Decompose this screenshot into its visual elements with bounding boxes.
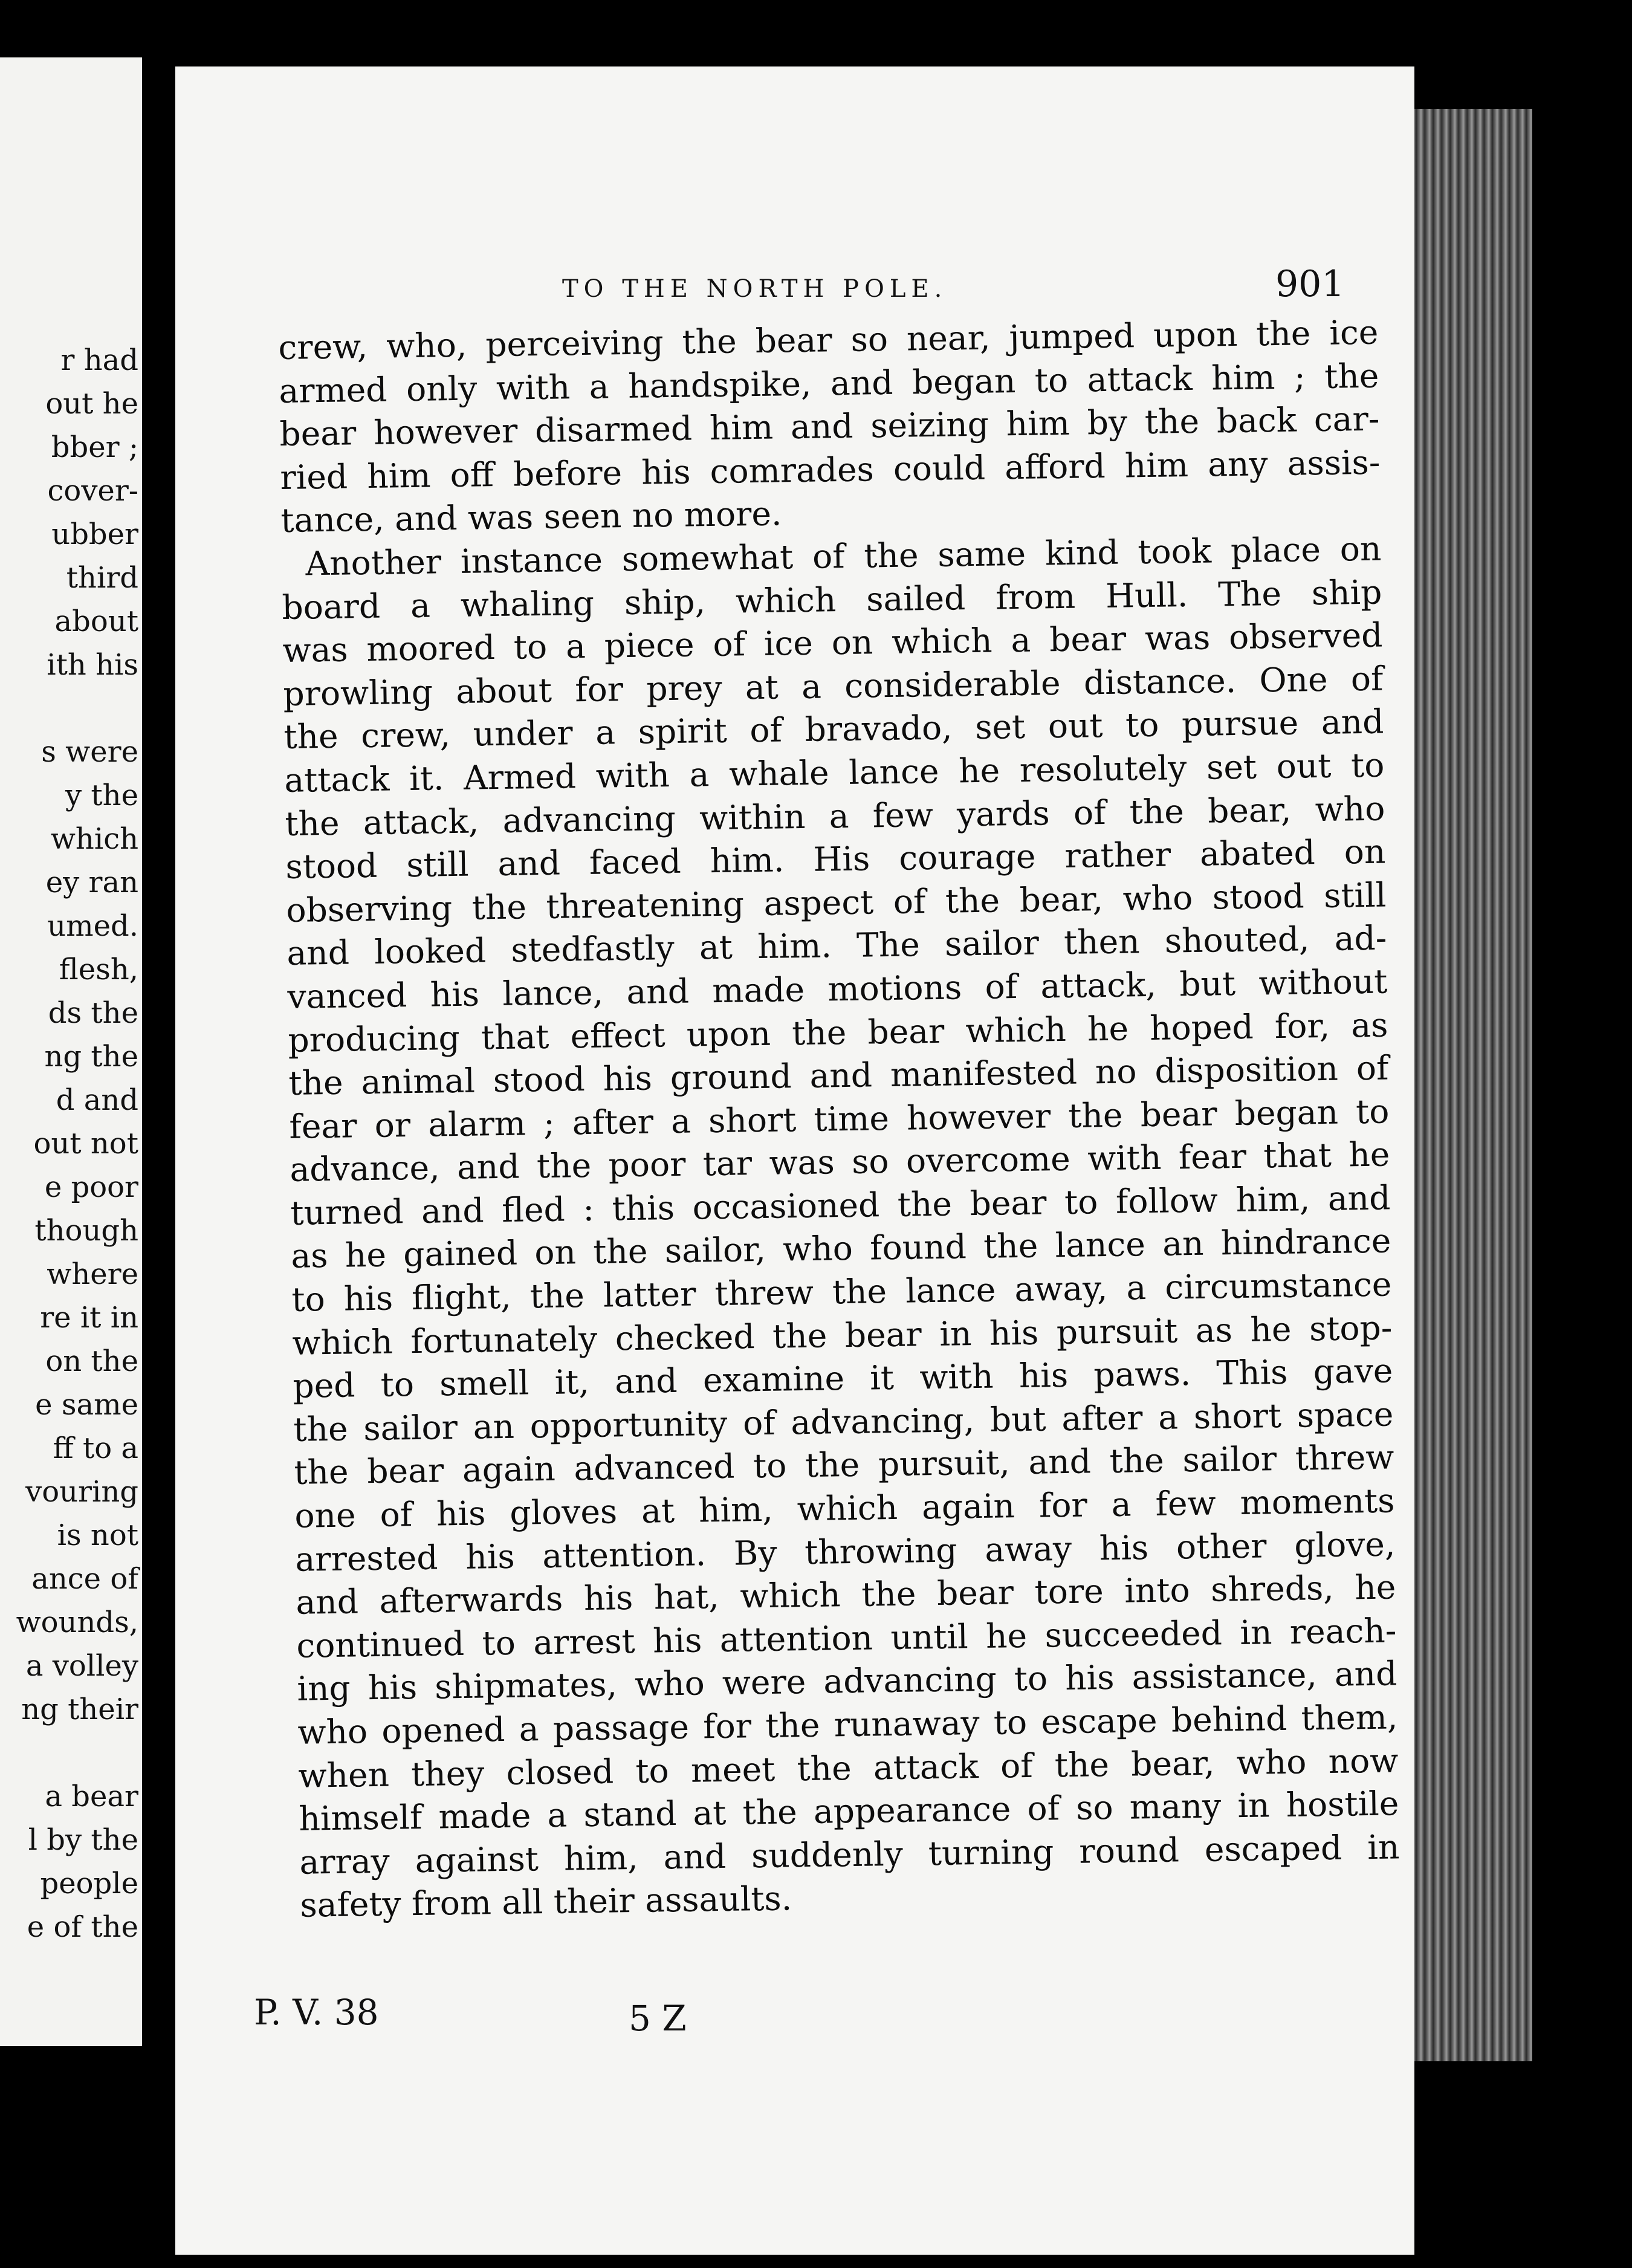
left-page-text xyxy=(16,339,138,1949)
text-line: turned and fled : this occasioned the bear to follow him, and xyxy=(290,1178,1391,1233)
left-line: ance of xyxy=(31,1562,138,1596)
text-line: prowling about for prey at a considerable distance. One of xyxy=(283,659,1384,713)
left-line: ff to a xyxy=(53,1431,138,1465)
page-number: 901 xyxy=(1275,263,1345,305)
text-line: the sailor an opportunity of advancing, but after a short space xyxy=(293,1395,1394,1449)
left-line-gap xyxy=(16,1731,138,1775)
left-line: ubber xyxy=(51,517,138,551)
text-line: himself made a stand at the appearance of so many in hostile xyxy=(299,1784,1399,1838)
left-line: umed. xyxy=(47,909,138,943)
text-line: ried him off before his comrades could afford him any assis- xyxy=(280,442,1381,497)
footer-signature: P. V. 38 xyxy=(254,1992,379,2033)
left-line: vouring xyxy=(25,1475,138,1509)
text-line: tance, and was seen no more. xyxy=(280,494,782,540)
text-line: which fortunately checked the bear in his pursuit as he stop- xyxy=(292,1308,1393,1362)
text-line: stood still and faced him. His courage rather abated on xyxy=(285,832,1386,887)
left-line: e poor xyxy=(44,1170,138,1204)
text-line: crew, who, perceiving the bear so near, jumped upon the ice xyxy=(278,313,1379,367)
left-line: ng the xyxy=(44,1040,138,1074)
text-line: array against him, and suddenly turning round escaped in xyxy=(299,1827,1400,1882)
text-line: Another instance somewhat of the same kind took place on xyxy=(305,529,1382,583)
text-line: fear or alarm ; after a short time however the bear began to xyxy=(289,1092,1390,1146)
left-line: e of the xyxy=(27,1910,138,1944)
left-line: ith his xyxy=(47,648,138,682)
text-line: attack it. Armed with a whale lance he resolutely set out to xyxy=(284,745,1385,800)
text-line: vanced his lance, and made motions of attack, but without xyxy=(287,962,1388,1016)
left-line: e same xyxy=(35,1388,138,1422)
text-line: ped to smell it, and examine it with his paws. This gave xyxy=(293,1351,1393,1406)
left-line-gap xyxy=(16,687,138,730)
text-line: the bear again advanced to the pursuit, and the sailor threw xyxy=(294,1437,1394,1492)
body-text xyxy=(278,311,1400,1928)
text-line: ing his shipmates, who were advancing to his assistance, and xyxy=(297,1654,1397,1709)
left-line: bber ; xyxy=(51,430,138,464)
left-line: which xyxy=(50,822,138,856)
text-line: armed only with a handspike, and began to attack him ; the xyxy=(279,356,1379,410)
left-line: l by the xyxy=(28,1823,138,1857)
text-line: continued to arrest his attention until he succeeded in reach- xyxy=(296,1611,1397,1665)
left-line: out not xyxy=(33,1127,138,1161)
footer-sheet-mark: 5 Z xyxy=(629,1998,687,2039)
text-line: safety from all their assaults. xyxy=(300,1879,792,1925)
left-line: third xyxy=(66,561,138,595)
left-line: r had xyxy=(60,343,138,377)
left-line: people xyxy=(40,1867,138,1900)
left-line: y the xyxy=(65,779,138,812)
text-line: bear however disarmed him and seizing him by the back car- xyxy=(279,399,1380,454)
text-line: producing that effect upon the bear which he hoped for, as xyxy=(288,1005,1388,1060)
text-line: board a whaling ship, which sailed from Hull. The ship xyxy=(282,572,1382,627)
text-line: who opened a passage for the runaway to escape behind them, xyxy=(297,1697,1398,1752)
text-line: advance, and the poor tar was so overcome with fear that he xyxy=(290,1135,1390,1190)
left-line: ey ran xyxy=(45,866,138,899)
left-line: on the xyxy=(45,1344,138,1378)
text-line: observing the threatening aspect of the bear, who stood still xyxy=(286,875,1387,930)
left-line: about xyxy=(54,604,138,638)
running-head: TO THE NORTH POLE. xyxy=(562,275,948,303)
text-line: and looked stedfastly at him. The sailor then shouted, ad- xyxy=(287,918,1387,973)
page-edge-stack xyxy=(1408,109,1532,2061)
left-line: d and xyxy=(56,1083,138,1117)
left-line: is not xyxy=(57,1518,138,1552)
left-line: out he xyxy=(45,387,138,421)
left-line: flesh, xyxy=(59,953,138,987)
text-line: the animal stood his ground and manifested no disposition of xyxy=(288,1048,1389,1103)
text-line: and afterwards his hat, which the bear tore into shreds, he xyxy=(296,1567,1396,1622)
left-line: where xyxy=(47,1257,138,1291)
left-facing-page xyxy=(0,57,142,2046)
text-line: when they closed to meet the attack of the bear, who now xyxy=(298,1740,1399,1795)
text-line: arrested his attention. By throwing away his other glove, xyxy=(295,1524,1396,1579)
left-line: wounds, xyxy=(16,1605,138,1639)
book-page xyxy=(175,66,1414,2255)
text-line: one of his gloves at him, which again for a few moments xyxy=(294,1481,1395,1535)
text-line: the crew, under a spirit of bravado, set out to pursue and xyxy=(283,702,1384,757)
text-line: to his flight, the latter threw the lance away, a circumstance xyxy=(291,1265,1392,1319)
left-line: s were xyxy=(41,735,138,769)
left-line: re it in xyxy=(40,1301,138,1335)
text-line: the attack, advancing within a few yards of the bear, who xyxy=(285,789,1385,843)
text-line: as he gained on the sailor, who found the lance an hindrance xyxy=(291,1221,1391,1276)
text-line: was moored to a piece of ice on which a bear was observed xyxy=(282,615,1383,670)
left-line: a volley xyxy=(25,1649,138,1683)
left-line: cover- xyxy=(47,474,138,508)
left-line: a bear xyxy=(45,1780,138,1813)
left-line: ng their xyxy=(21,1693,138,1726)
left-line: ds the xyxy=(48,996,138,1030)
left-line: though xyxy=(34,1214,138,1248)
